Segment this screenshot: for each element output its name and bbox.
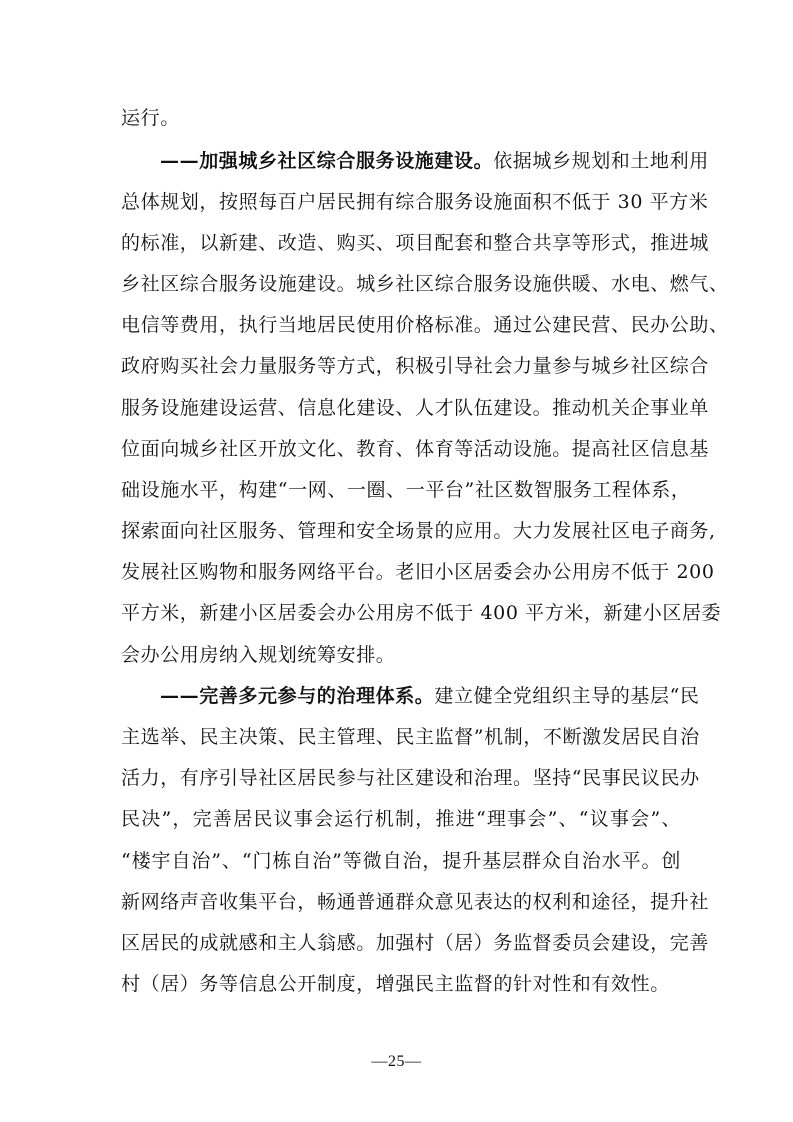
paragraph-1-line-1: 运行。 (121, 107, 180, 129)
page-number: —25— (371, 1053, 422, 1070)
paragraph-2-line-13: 会办公用房纳入规划统筹安排。 (121, 644, 396, 666)
paragraph-3-line-5: “楼宇自治”、“门栋自治”等微自治，提升基层群众自治水平。创 (121, 850, 681, 872)
paragraph-2-line-3: 的标准，以新建、改造、购买、项目配套和整合共享等形式，推进城 (121, 232, 710, 254)
paragraph-3-line-7: 区居民的成就感和主人翁感。加强村（居）务监督委员会建设，完善 (121, 932, 710, 954)
paragraph-2-line-5: 电信等费用，执行当地居民使用价格标准。通过公建民营、民办公助、 (121, 314, 729, 336)
paragraph-2-line-12: 平方米，新建小区居委会办公用房不低于 400 平方米，新建小区居委 (121, 602, 722, 624)
paragraph-3-line-2: 主选举、民主决策、民主管理、民主监督”机制，不断激发居民自治 (121, 726, 700, 748)
paragraph-2-line-8: 位面向城乡社区开放文化、教育、体育等活动设施。提高社区信息基 (121, 438, 710, 460)
paragraph-3-line-8: 村（居）务等信息公开制度，增强民主监督的针对性和有效性。 (121, 973, 670, 995)
paragraph-2-line-11: 发展社区购物和服务网络平台。老旧小区居委会办公用房不低于 200 (121, 561, 715, 583)
paragraph-2-line-2: 总体规划，按照每百户居民拥有综合服务设施面积不低于 30 平方米 (121, 191, 709, 213)
paragraph-2-line-10: 探索面向社区服务、管理和安全场景的应用。大力发展社区电子商务, (121, 520, 716, 542)
paragraph-2-line-6: 政府购买社会力量服务等方式，积极引导社会力量参与城乡社区综合 (121, 355, 710, 377)
paragraph-2-line-7: 服务设施建设运营、信息化建设、人才队伍建设。推动机关企事业单 (121, 397, 710, 419)
paragraph-3-line-1-text: 建立健全党组织主导的基层“民 (434, 685, 700, 707)
paragraph-3-line-1 (160, 684, 700, 708)
paragraph-2-line-1-text: 依据城乡规划和土地利用 (493, 150, 709, 172)
paragraph-3-line-6: 新网络声音收集平台，畅通普通群众意见表达的权利和途径，提升社 (121, 891, 710, 913)
paragraph-3-line-3: 活力，有序引导社区居民参与社区建设和治理。坚持“民事民议民办 (121, 767, 700, 789)
paragraph-2-line-4: 乡社区综合服务设施建设。城乡社区综合服务设施供暖、水电、燃气、 (121, 273, 729, 295)
paragraph-3-line-4: 民决”，完善居民议事会运行机制，推进“理事会”、“议事会”、 (121, 808, 681, 830)
paragraph-3-heading: ——完善多元参与的治理体系。 (160, 685, 435, 707)
paragraph-2-heading: ——加强城乡社区综合服务设施建设。 (160, 150, 494, 172)
paragraph-2-line-1 (160, 149, 709, 173)
paragraph-2-line-9: 础设施水平，构建“一网、一圈、一平台”社区数智服务工程体系， (121, 479, 691, 501)
